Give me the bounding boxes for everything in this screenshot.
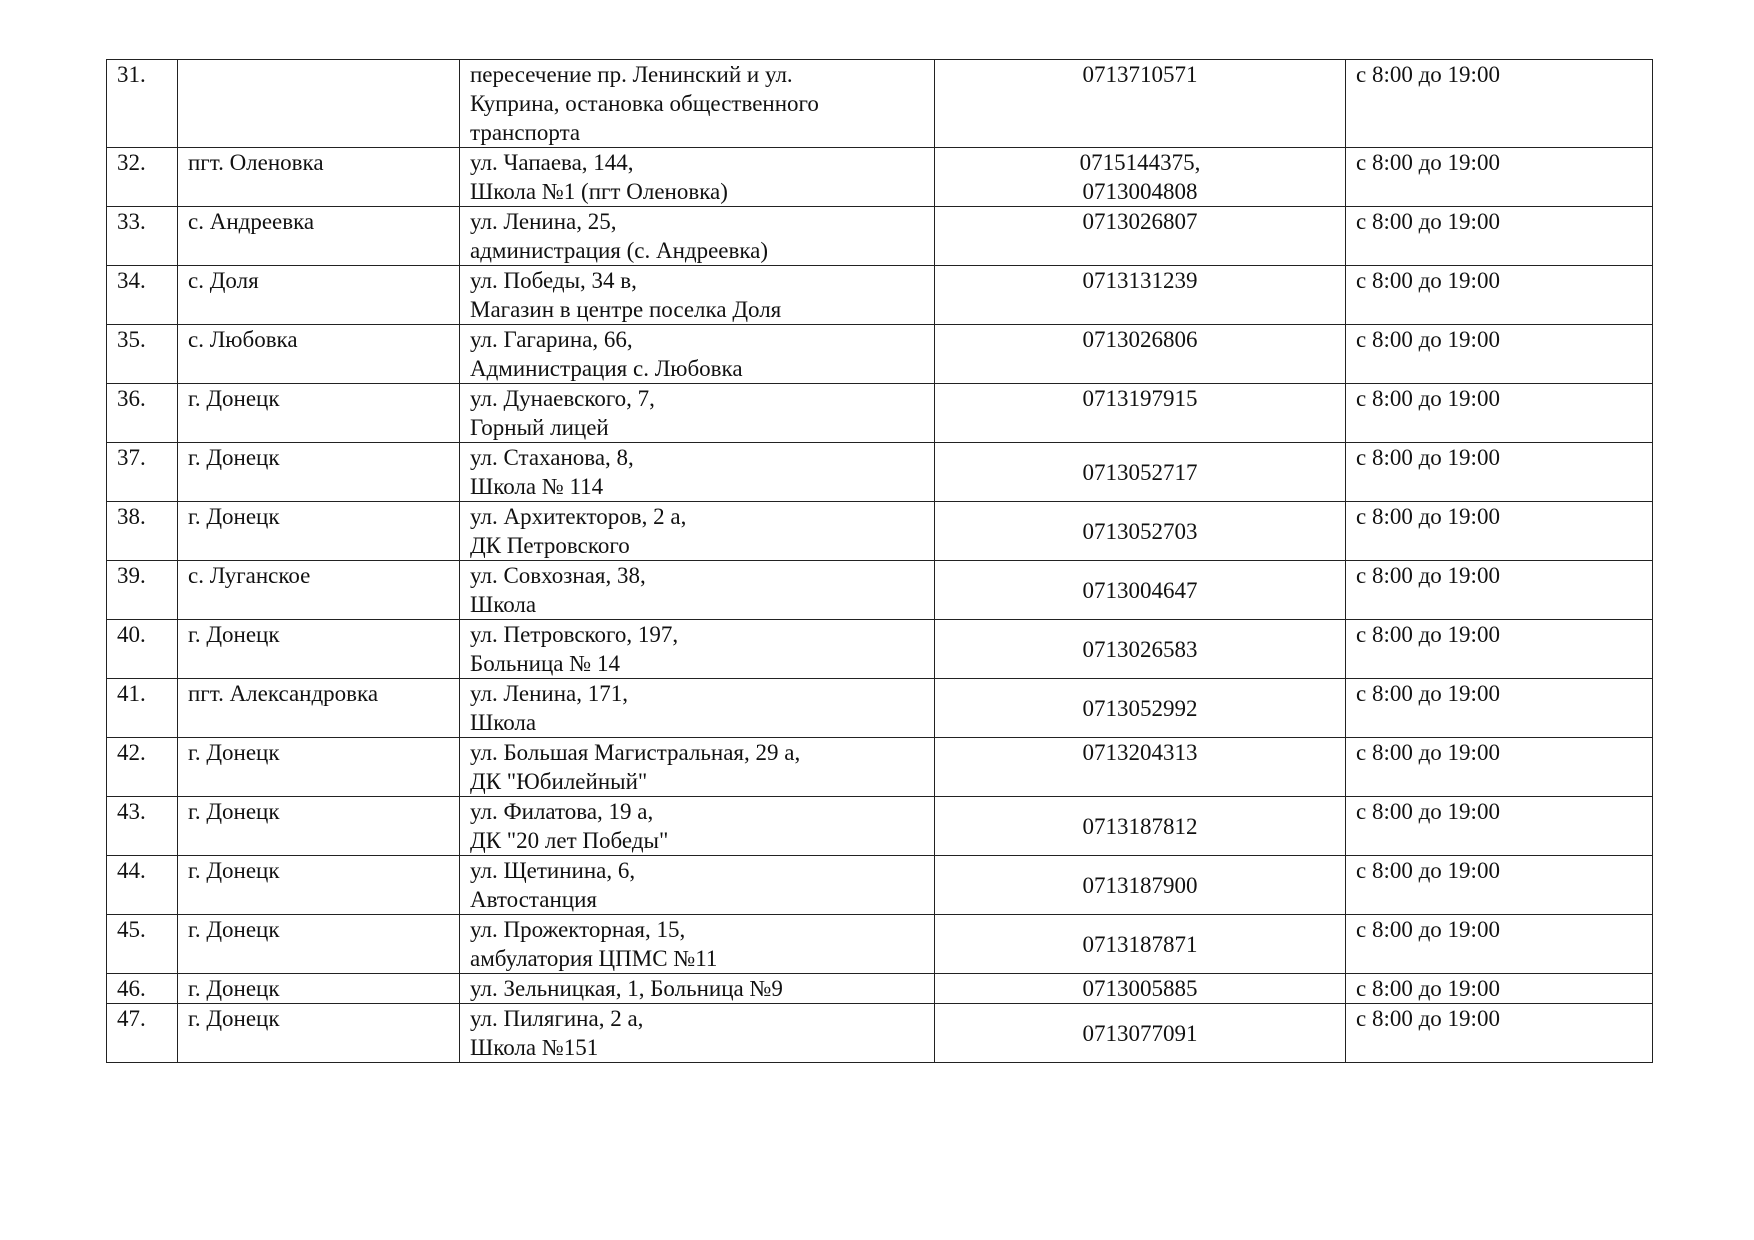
working-hours-cell: с 8:00 до 19:00 — [1346, 207, 1653, 266]
phone-number: 0713052992 — [1082, 695, 1198, 721]
phone-cell — [935, 915, 1346, 974]
address-line: ДК Петровского — [470, 533, 630, 558]
address-line: транспорта — [470, 120, 581, 145]
address-line: ул. Ленина, 25, — [470, 209, 617, 234]
phone-cell — [935, 620, 1346, 679]
address-cell — [460, 443, 935, 502]
locations-table — [106, 59, 1653, 1063]
row-number: 42. — [107, 738, 178, 797]
address-line: ул. Большая Магистральная, 29 а, — [470, 740, 801, 765]
address-cell — [460, 384, 935, 443]
address-cell — [460, 266, 935, 325]
row-number: 47. — [107, 1004, 178, 1063]
address-line: ул. Победы, 34 в, — [470, 268, 637, 293]
row-number: 45. — [107, 915, 178, 974]
locality-cell: г. Донецк — [178, 797, 460, 856]
locality-cell: пгт. Александровка — [178, 679, 460, 738]
row-number: 31. — [107, 60, 178, 148]
phone-number: 0713052717 — [1082, 459, 1198, 485]
phone-cell — [935, 679, 1346, 738]
phone-number: 0713197915 — [1082, 386, 1198, 411]
address-line: пересечение пр. Ленинский и ул. — [470, 62, 793, 87]
table-row — [107, 561, 1653, 620]
phone-number: 0713187871 — [1082, 931, 1198, 957]
address-line: ул. Ленина, 171, — [470, 681, 629, 706]
phone-cell — [935, 561, 1346, 620]
address-line: ул. Зельницкая, 1, Больница №9 — [470, 976, 783, 1001]
address-line: ул. Петровского, 197, — [470, 622, 679, 647]
address-line: Горный лицей — [470, 415, 609, 440]
address-line: ул. Архитекторов, 2 а, — [470, 504, 687, 529]
address-line: Магазин в центре поселка Доля — [470, 297, 782, 322]
table-row — [107, 620, 1653, 679]
locality-cell: пгт. Оленовка — [178, 148, 460, 207]
working-hours-cell: с 8:00 до 19:00 — [1346, 915, 1653, 974]
locality-cell: с. Доля — [178, 266, 460, 325]
address-cell — [460, 738, 935, 797]
locality-cell: г. Донецк — [178, 620, 460, 679]
phone-number: 0713187900 — [1082, 872, 1198, 898]
working-hours-cell: с 8:00 до 19:00 — [1346, 797, 1653, 856]
phone-cell — [935, 325, 1346, 384]
phone-number: 0715144375, — [1079, 150, 1201, 175]
row-number: 33. — [107, 207, 178, 266]
address-line: Куприна, остановка общественного — [470, 91, 819, 116]
row-number: 35. — [107, 325, 178, 384]
row-number: 46. — [107, 974, 178, 1004]
locations-table-body — [107, 60, 1653, 1063]
address-cell — [460, 1004, 935, 1063]
table-row — [107, 207, 1653, 266]
locality-cell: с. Луганское — [178, 561, 460, 620]
table-row — [107, 60, 1653, 148]
address-line: ул. Филатова, 19 а, — [470, 799, 654, 824]
phone-number: 0713026807 — [1082, 209, 1198, 234]
phone-number: 0713052703 — [1082, 518, 1198, 544]
working-hours-cell: с 8:00 до 19:00 — [1346, 266, 1653, 325]
phone-cell — [935, 384, 1346, 443]
working-hours-cell: с 8:00 до 19:00 — [1346, 561, 1653, 620]
address-cell — [460, 561, 935, 620]
table-row — [107, 915, 1653, 974]
row-number: 39. — [107, 561, 178, 620]
address-line: Автостанция — [470, 887, 597, 912]
row-number: 43. — [107, 797, 178, 856]
phone-cell — [935, 443, 1346, 502]
address-cell — [460, 502, 935, 561]
working-hours-cell: с 8:00 до 19:00 — [1346, 325, 1653, 384]
address-cell — [460, 325, 935, 384]
phone-number: 0713204313 — [1082, 740, 1198, 765]
phone-cell — [935, 266, 1346, 325]
phone-number: 0713004647 — [1082, 577, 1198, 603]
phone-cell — [935, 502, 1346, 561]
address-line: Администрация с. Любовка — [470, 356, 743, 381]
address-line: ул. Совхозная, 38, — [470, 563, 646, 588]
working-hours-cell: с 8:00 до 19:00 — [1346, 384, 1653, 443]
locality-cell: г. Донецк — [178, 856, 460, 915]
phone-number: 0713710571 — [1082, 62, 1198, 87]
table-row — [107, 325, 1653, 384]
table-row — [107, 502, 1653, 561]
address-line: ул. Щетинина, 6, — [470, 858, 636, 883]
address-line: ДК "Юбилейный" — [470, 769, 648, 794]
phone-number: 0713187812 — [1082, 813, 1198, 839]
address-cell — [460, 207, 935, 266]
address-cell — [460, 915, 935, 974]
phone-cell — [935, 738, 1346, 797]
table-row — [107, 148, 1653, 207]
working-hours-cell: с 8:00 до 19:00 — [1346, 60, 1653, 148]
table-row — [107, 738, 1653, 797]
row-number: 37. — [107, 443, 178, 502]
working-hours-cell: с 8:00 до 19:00 — [1346, 502, 1653, 561]
address-line: Школа — [470, 592, 537, 617]
phone-cell — [935, 856, 1346, 915]
table-row — [107, 797, 1653, 856]
address-line: Больница № 14 — [470, 651, 620, 676]
address-cell — [460, 148, 935, 207]
phone-cell — [935, 974, 1346, 1004]
address-cell — [460, 797, 935, 856]
phone-cell — [935, 207, 1346, 266]
locality-cell — [178, 60, 460, 148]
address-line: Школа № 114 — [470, 474, 604, 499]
table-row — [107, 1004, 1653, 1063]
locality-cell: г. Донецк — [178, 915, 460, 974]
address-line: ул. Чапаева, 144, — [470, 150, 634, 175]
row-number: 38. — [107, 502, 178, 561]
locality-cell: г. Донецк — [178, 974, 460, 1004]
row-number: 36. — [107, 384, 178, 443]
address-line: ул. Пилягина, 2 а, — [470, 1006, 644, 1031]
address-cell — [460, 60, 935, 148]
working-hours-cell: с 8:00 до 19:00 — [1346, 620, 1653, 679]
address-line: амбулатория ЦПМС №11 — [470, 946, 718, 971]
phone-cell — [935, 148, 1346, 207]
locality-cell: г. Донецк — [178, 502, 460, 561]
address-cell — [460, 620, 935, 679]
address-line: Школа №151 — [470, 1035, 599, 1060]
phone-number: 0713026806 — [1082, 327, 1198, 352]
address-line: Школа — [470, 710, 537, 735]
address-line: ДК "20 лет Победы" — [470, 828, 669, 853]
phone-cell — [935, 60, 1346, 148]
table-row — [107, 974, 1653, 1004]
phone-number: 0713131239 — [1082, 268, 1198, 293]
working-hours-cell: с 8:00 до 19:00 — [1346, 679, 1653, 738]
phone-number: 0713026583 — [1082, 636, 1198, 662]
locality-cell: г. Донецк — [178, 443, 460, 502]
working-hours-cell: с 8:00 до 19:00 — [1346, 148, 1653, 207]
working-hours-cell: с 8:00 до 19:00 — [1346, 1004, 1653, 1063]
locality-cell: г. Донецк — [178, 738, 460, 797]
phone-cell — [935, 1004, 1346, 1063]
phone-number: 0713077091 — [1082, 1020, 1198, 1046]
row-number: 41. — [107, 679, 178, 738]
table-row — [107, 679, 1653, 738]
row-number: 40. — [107, 620, 178, 679]
row-number: 44. — [107, 856, 178, 915]
locality-cell: г. Донецк — [178, 1004, 460, 1063]
working-hours-cell: с 8:00 до 19:00 — [1346, 856, 1653, 915]
working-hours-cell: с 8:00 до 19:00 — [1346, 974, 1653, 1004]
phone-number: 0713004808 — [1082, 179, 1198, 204]
address-line: Школа №1 (пгт Оленовка) — [470, 179, 728, 204]
table-row — [107, 266, 1653, 325]
address-line: ул. Гагарина, 66, — [470, 327, 633, 352]
address-line: ул. Дунаевского, 7, — [470, 386, 655, 411]
row-number: 32. — [107, 148, 178, 207]
table-row — [107, 856, 1653, 915]
address-cell — [460, 856, 935, 915]
working-hours-cell: с 8:00 до 19:00 — [1346, 443, 1653, 502]
row-number: 34. — [107, 266, 178, 325]
address-cell — [460, 679, 935, 738]
address-line: ул. Стаханова, 8, — [470, 445, 634, 470]
working-hours-cell: с 8:00 до 19:00 — [1346, 738, 1653, 797]
address-line: ул. Прожекторная, 15, — [470, 917, 686, 942]
locality-cell: с. Андреевка — [178, 207, 460, 266]
locality-cell: с. Любовка — [178, 325, 460, 384]
phone-number: 0713005885 — [1082, 976, 1198, 1001]
address-cell — [460, 974, 935, 1004]
phone-cell — [935, 797, 1346, 856]
locality-cell: г. Донецк — [178, 384, 460, 443]
table-row — [107, 443, 1653, 502]
table-row — [107, 384, 1653, 443]
address-line: администрация (с. Андреевка) — [470, 238, 769, 263]
